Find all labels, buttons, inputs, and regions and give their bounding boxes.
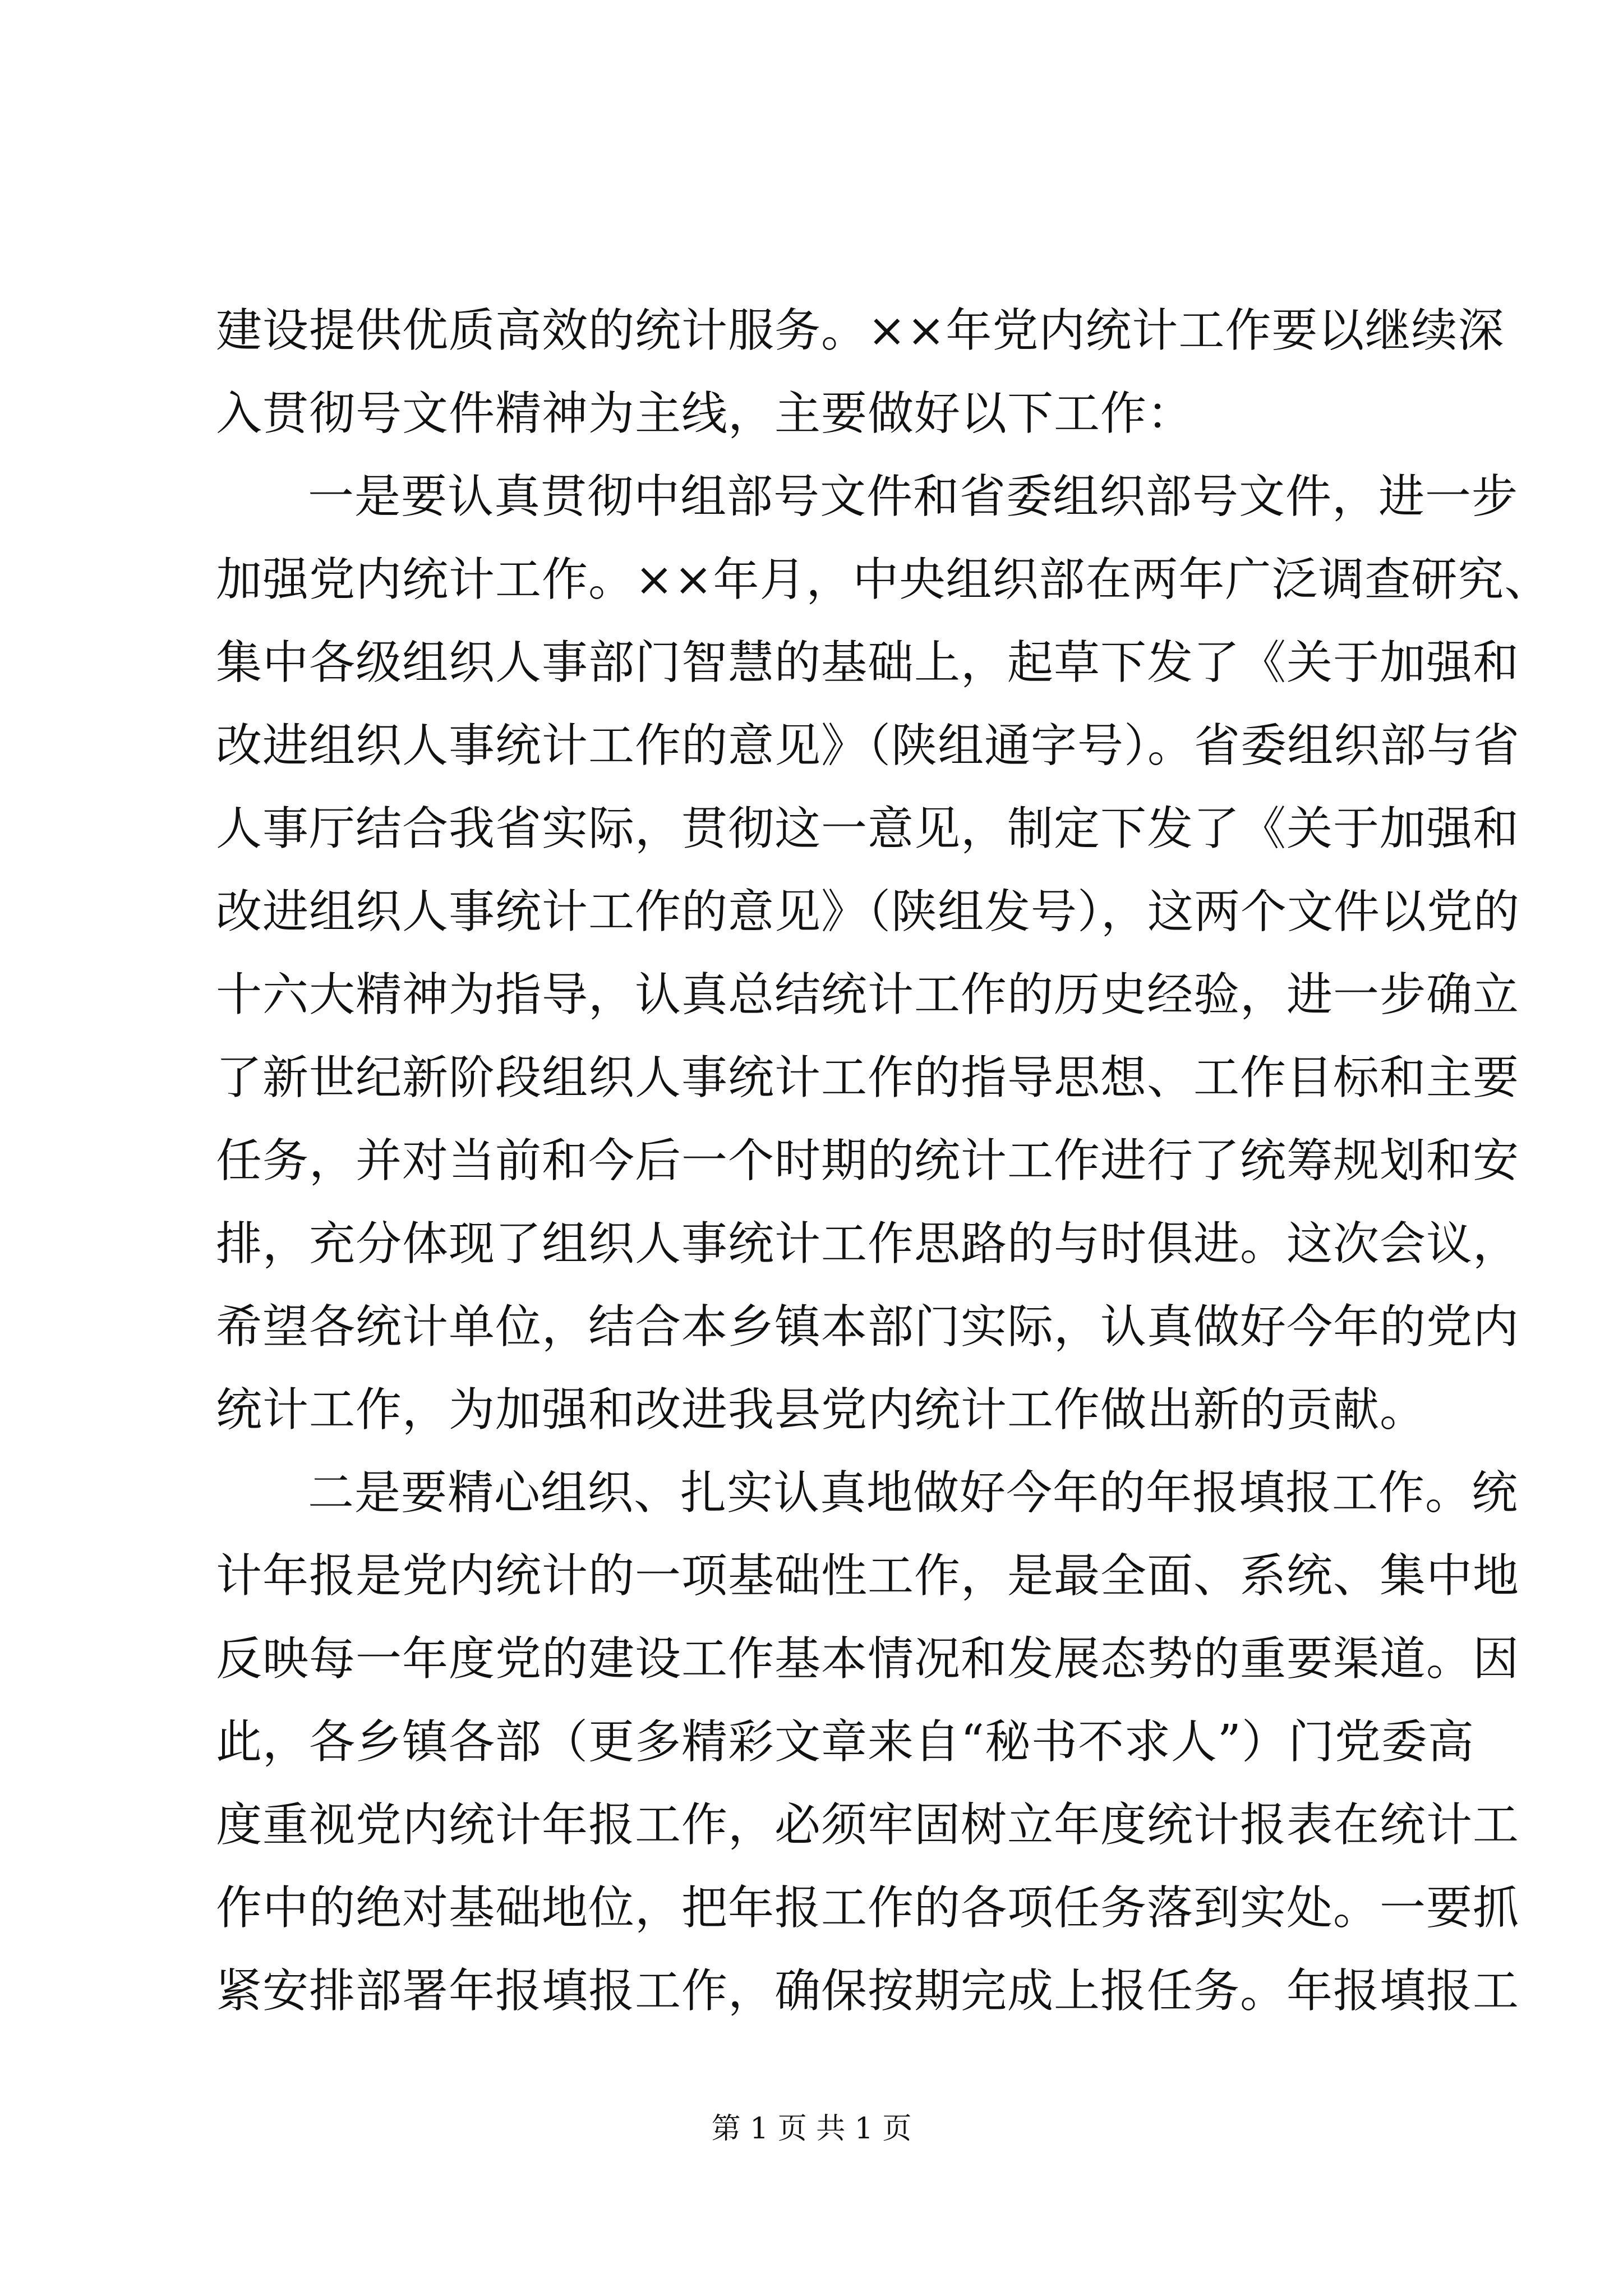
text-line: 加强党内统计工作。××年月，中央组织部在两年广泛调查研究、 <box>216 553 1551 606</box>
document-body <box>216 289 1551 2033</box>
paragraph-first-line: 一是要认真贯彻中组部号文件和省委组织部号文件，进一步 <box>308 470 1519 523</box>
page-footer: 第 1 页 共 1 页 <box>711 2112 912 2146</box>
text-line: 排，充分体现了组织人事统计工作思路的与时俱进。这次会议， <box>216 1217 1520 1271</box>
text-line: 此，各乡镇各部（更多精彩文章来自“秘书不求人”）门党委高 <box>216 1715 1474 1769</box>
text-line: 统计工作，为加强和改进我县党内统计工作做出新的贡献。 <box>216 1383 1427 1437</box>
paragraph-first-line: 二是要精心组织、扎实认真地做好今年的年报填报工作。统 <box>308 1466 1519 1520</box>
text-line: 入贯彻号文件精神为主线，主要做好以下工作： <box>216 387 1194 440</box>
text-line: 度重视党内统计年报工作，必须牢固树立年度统计报表在统计工 <box>216 1798 1520 1852</box>
text-line: 任务，并对当前和今后一个时期的统计工作进行了统筹规划和安 <box>216 1134 1520 1188</box>
text-line: 十六大精神为指导，认真总结统计工作的历史经验，进一步确立 <box>216 968 1520 1022</box>
text-line: 作中的绝对基础地位，把年报工作的各项任务落到实处。一要抓 <box>216 1881 1520 1935</box>
text-line: 希望各统计单位，结合本乡镇本部门实际，认真做好今年的党内 <box>216 1300 1520 1354</box>
text-line: 紧安排部署年报填报工作，确保按期完成上报任务。年报填报工 <box>216 1964 1520 2018</box>
text-line: 人事厅结合我省实际，贯彻这一意见，制定下发了《关于加强和 <box>216 802 1520 855</box>
text-line: 反映每一年度党的建设工作基本情况和发展态势的重要渠道。因 <box>216 1632 1520 1686</box>
text-line: 建设提供优质高效的统计服务。××年党内统计工作要以继续深 <box>216 304 1505 357</box>
text-line: 集中各级组织人事部门智慧的基础上，起草下发了《关于加强和 <box>216 636 1520 689</box>
text-line: 了新世纪新阶段组织人事统计工作的指导思想、工作目标和主要 <box>216 1051 1520 1105</box>
text-line: 改进组织人事统计工作的意见》（陕组发号），这两个文件以党的 <box>216 885 1520 938</box>
text-line: 计年报是党内统计的一项基础性工作，是最全面、系统、集中地 <box>216 1549 1520 1603</box>
text-line: 改进组织人事统计工作的意见》（陕组通字号）。省委组织部与省 <box>216 719 1520 772</box>
